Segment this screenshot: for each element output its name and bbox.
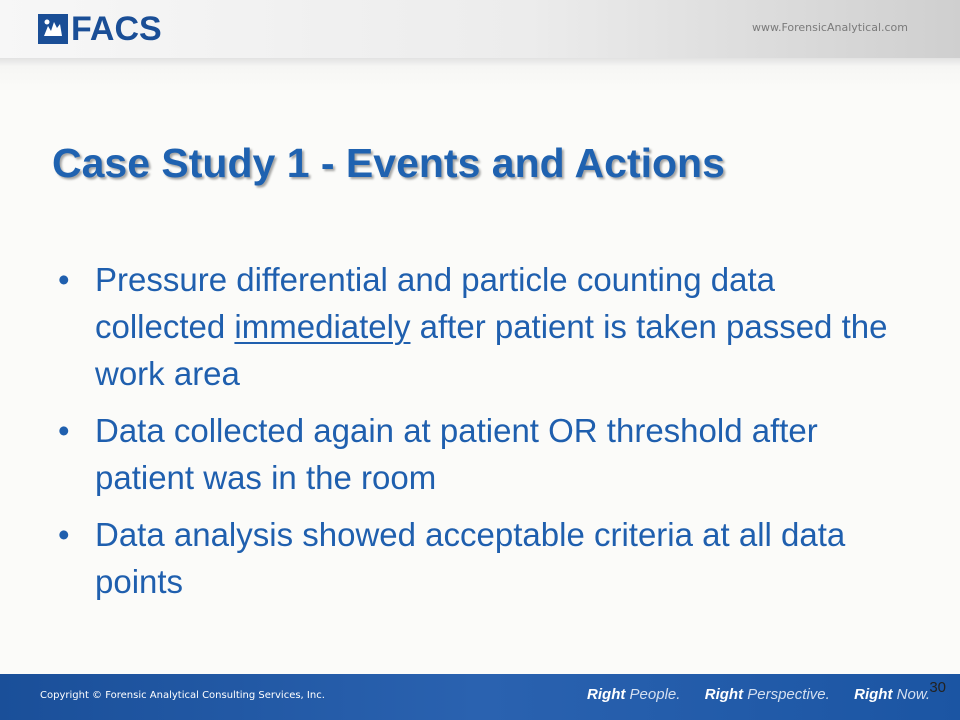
header-shadow — [0, 58, 960, 92]
bullet-dot-icon: • — [58, 261, 70, 298]
bullet-text: after patient is taken passed the work area — [95, 308, 888, 392]
bullet-text-underlined: immediately — [234, 308, 411, 345]
tagline-strong: Right — [854, 686, 893, 703]
tagline — [587, 686, 930, 703]
tagline-strong: Right — [704, 686, 744, 703]
facs-logo-icon — [38, 14, 68, 44]
site-url: www.ForensicAnalytical.com — [751, 21, 908, 34]
slide-title: Case Study 1 - Events and Actions — [52, 140, 725, 186]
bullet-text: Data analysis showed acceptable criteria at all data points — [95, 516, 846, 600]
slide-header — [0, 0, 960, 58]
tagline-light: Now. — [896, 686, 930, 703]
copyright-text: Copyright © Forensic Analytical Consulting Services, Inc. — [40, 690, 325, 701]
logo-text: FACS — [71, 10, 162, 48]
tagline-light: People. — [629, 686, 681, 703]
bullet-item — [58, 407, 888, 501]
bullet-list — [58, 256, 888, 615]
bullet-item — [58, 256, 888, 397]
tagline-light: Perspective. — [747, 686, 830, 703]
bullet-text: Data collected again at patient OR threshold after patient was in the room — [95, 412, 818, 496]
bullet-dot-icon: • — [58, 412, 70, 449]
bullet-text: Pressure differential and particle counting data collected — [95, 261, 775, 345]
bullet-dot-icon: • — [58, 516, 70, 553]
page-number: 30 — [929, 679, 946, 696]
facs-logo — [38, 10, 162, 48]
bullet-item — [58, 511, 888, 605]
slide-footer — [0, 674, 960, 720]
tagline-strong: Right — [587, 686, 626, 703]
